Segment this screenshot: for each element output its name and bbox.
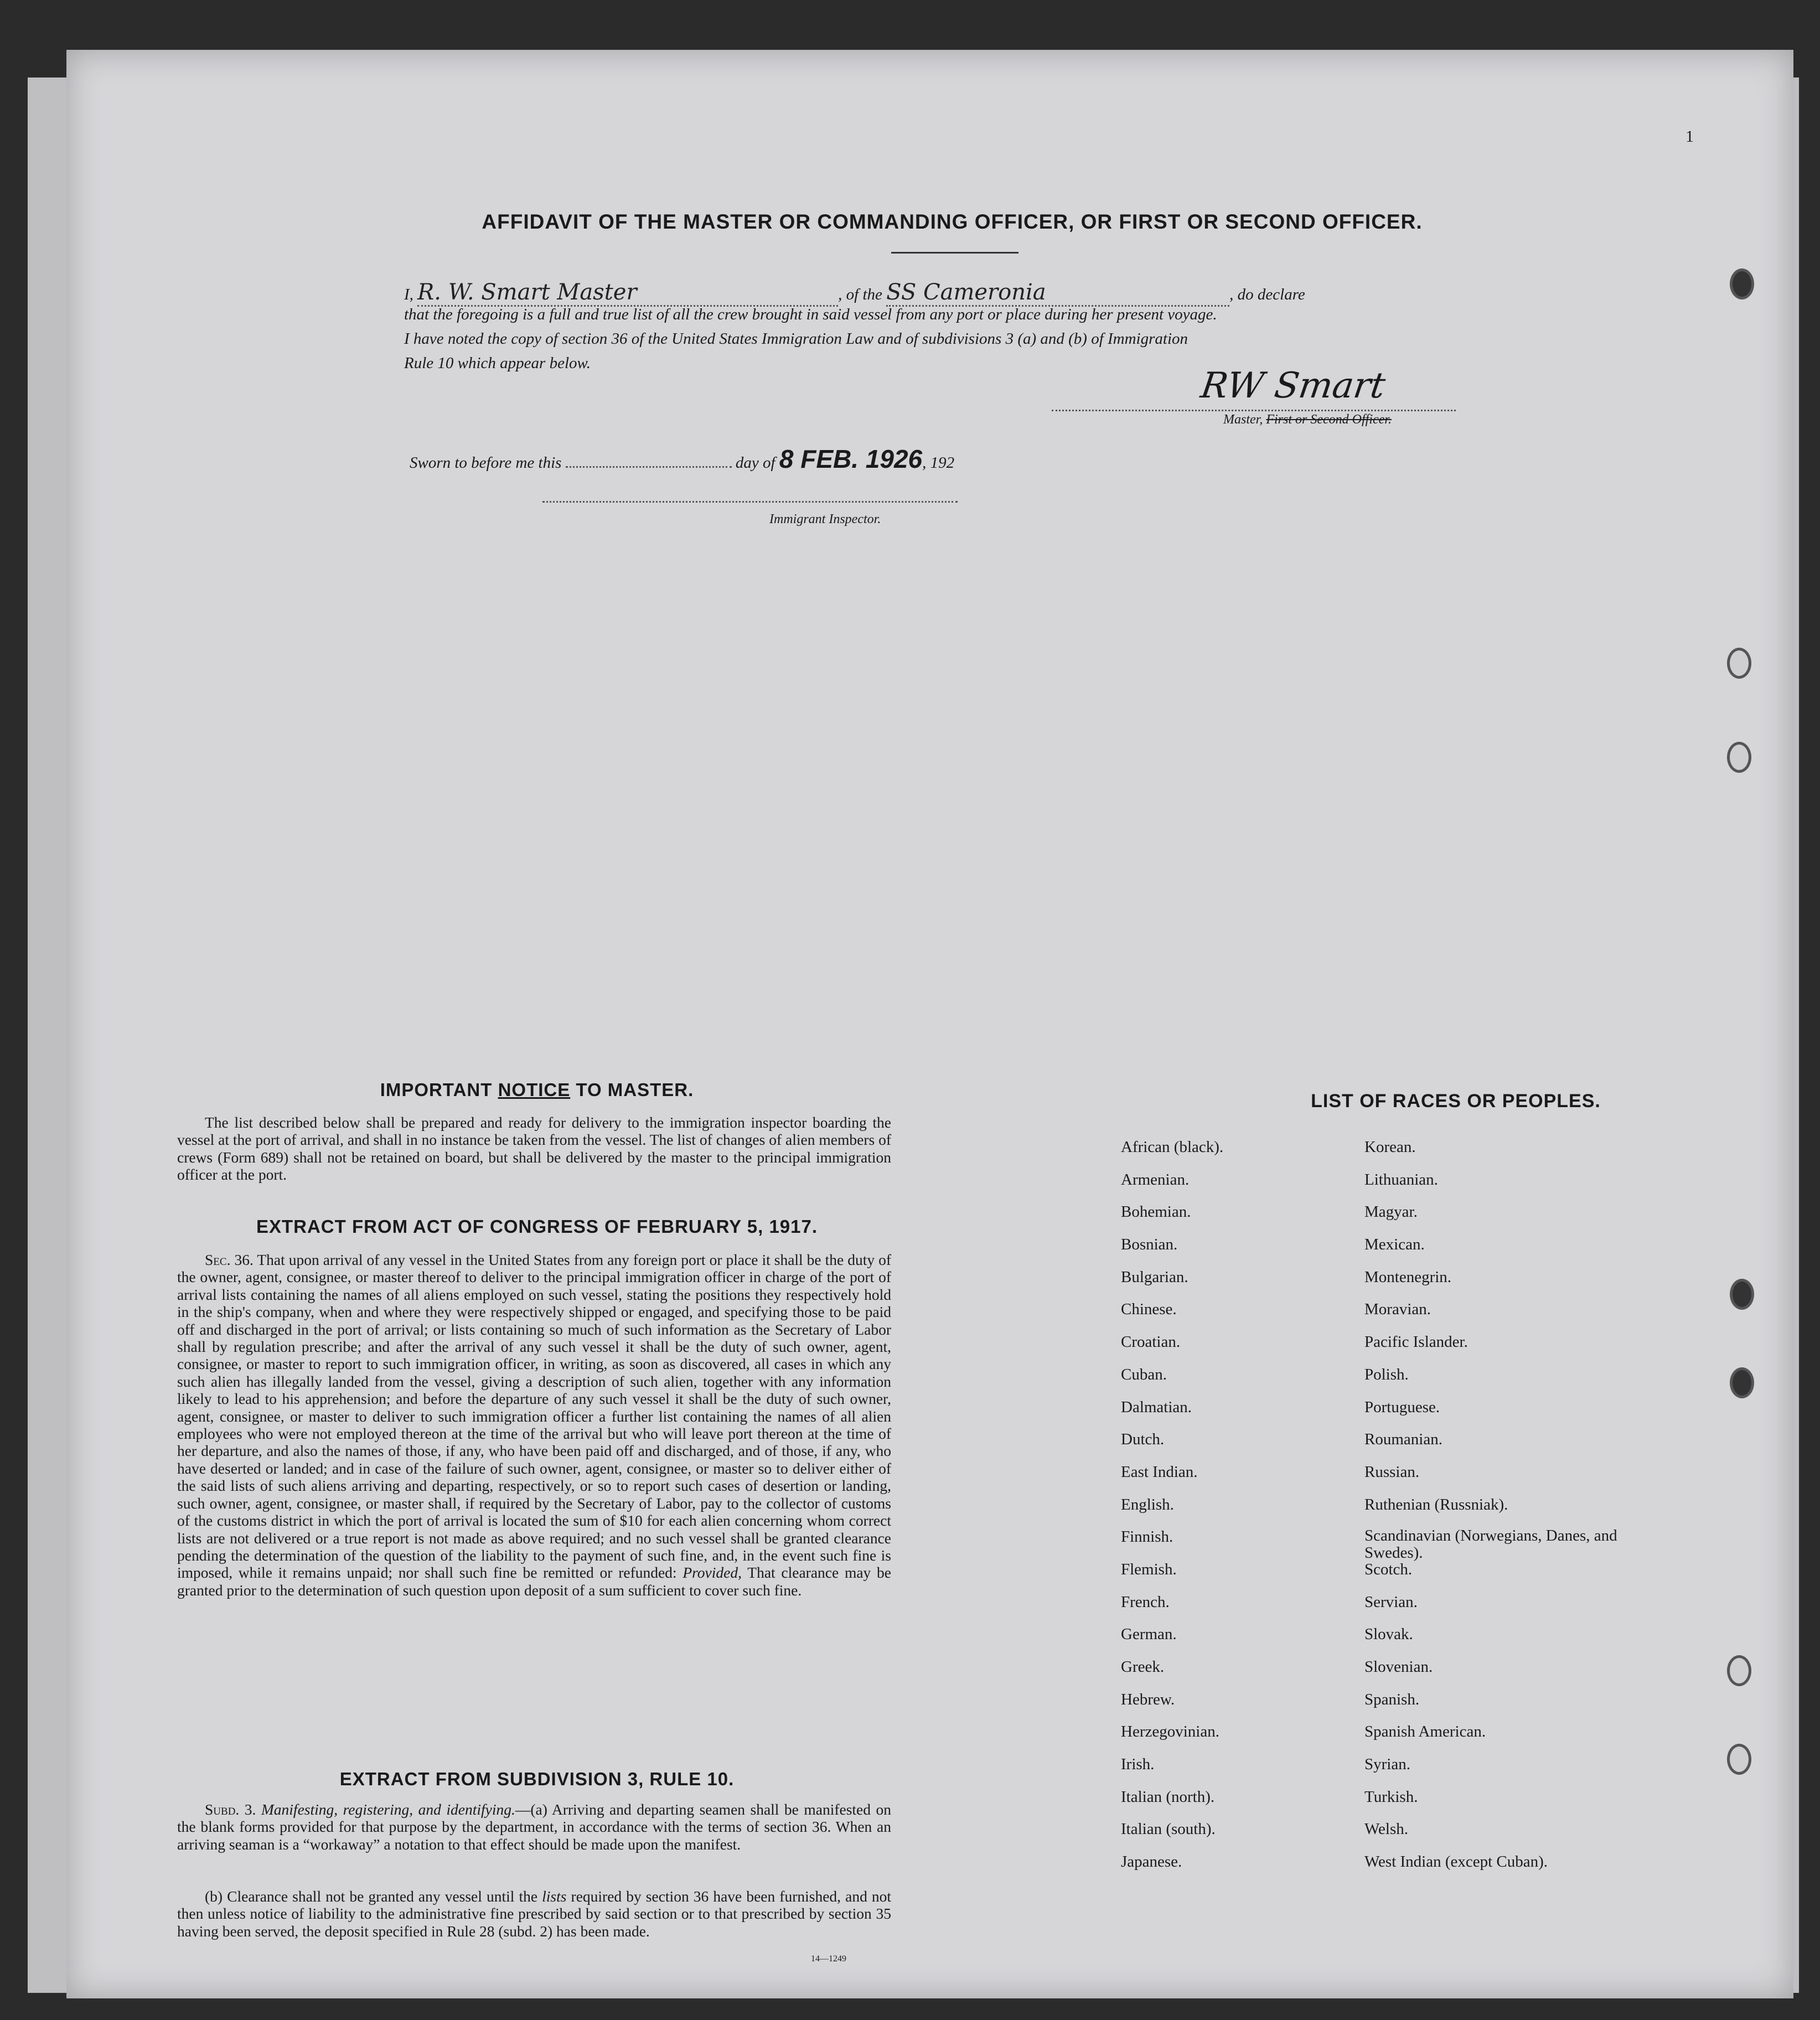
rule-extract-heading: EXTRACT FROM SUBDIVISION 3, RULE 10. xyxy=(339,1769,735,1789)
race-item: Croatian. xyxy=(1121,1333,1181,1351)
notice-body: The list described below shall be prepared and ready for delivery to the immigration inspector boarding the vessel at the port of arrival, and shall in no instance be taken from the vessel. The list of changes of alien members of crews (Form 689) shall not be retained on board, but shall be delivered by the master to the principal immigration officer at the port. xyxy=(177,1114,891,1184)
race-item: Magyar. xyxy=(1364,1203,1418,1221)
races-list-left xyxy=(1121,1138,1223,1885)
section-36-text: Sec. 36. That upon arrival of any vessel in the United States from any foreign port or place it shall be the duty of the owner, agent, consignee, or master thereof to deliver to the principal immigration officer in charge of the port of arrival lists containing the names of all aliens employed on such vessel, stating the positions they respectively hold in the ship's company, when and where they were respectively shipped or engaged, and specifying those to be paid off and discharged in the port of arrival; or lists containing so much of such information as the Secretary of Labor shall by regulation prescribe; and after the arrival of any such vessel it shall be the duty of such owner, agent, consignee, or master to report to such immigration officer, in writing, as soon as discovered, all cases in which any such alien has illegally landed from the vessel, giving a description of such alien, together with any information likely to lead to his apprehension; and before the departure of any such vessel it shall be the duty of such owner, agent, consignee, or master to deliver to such immigration officer a further list containing the names of all alien employees who were not employed thereon at the time of the arrival but who will leave port thereon at the time of her departure, and also the names of those, if any, who have been paid off and discharged, and of those, if any, who have deserted or landed; and in case of the failure of such owner, agent, consignee, or master so to deliver either of the said lists of such aliens arriving and departing, respectively, or so to report such cases of desertion or landing, such owner, agent, consignee, or master shall, if required by the Secretary of Labor, pay to the collector of customs of the customs district in which the port of arrival is located the sum of $10 for each alien concerning whom correct lists are not delivered or a true report is not made as above required; and no such vessel shall be granted clearance pending the determination of the question of the liability to the payment of such fine, and, in the event such fine is imposed, while it remains unpaid; nor shall such fine be remitted or refunded: Provided, That clearance may be granted prior to the determination of such question upon deposit of a sum sufficient to cover such fine. xyxy=(177,1251,891,1599)
notice-heading: IMPORTANT NOTICE TO MASTER. xyxy=(380,1079,694,1100)
signature-line xyxy=(1052,410,1456,411)
race-item: Dalmatian. xyxy=(1121,1398,1192,1416)
race-item: Bohemian. xyxy=(1121,1203,1191,1221)
punch-hole xyxy=(1727,648,1751,679)
race-item: Spanish. xyxy=(1364,1690,1420,1708)
punch-hole xyxy=(1727,1744,1751,1775)
race-item: Italian (south). xyxy=(1121,1820,1216,1838)
race-item: Herzegovinian. xyxy=(1121,1723,1219,1741)
race-item: Irish. xyxy=(1121,1755,1155,1774)
race-item: Lithuanian. xyxy=(1364,1170,1438,1189)
race-item: Russian. xyxy=(1364,1463,1420,1481)
race-item: Scotch. xyxy=(1364,1560,1413,1578)
race-item: Italian (north). xyxy=(1121,1787,1215,1806)
race-item: Slovenian. xyxy=(1364,1658,1433,1676)
race-item: Montenegrin. xyxy=(1364,1268,1452,1286)
vessel-name-field: SS Cameronia xyxy=(886,280,1229,307)
declaration-line-4: Rule 10 which appear below. xyxy=(404,354,591,372)
race-item: Armenian. xyxy=(1121,1170,1190,1189)
race-item: Spanish American. xyxy=(1364,1723,1486,1741)
subdivision-a-text: Subd. 3. Manifesting, registering, and identifying.—(a) Arriving and departing seamen shall be manifested on the blank forms provided for that purpose by the department, in accordance with the terms of section 36. When an arriving seaman is a “workaway” a notation to that effect should be made upon the manifest. xyxy=(177,1801,891,1853)
sworn-line: Sworn to before me this day of 8 FEB. 1926, 192 xyxy=(410,445,955,473)
affidavit-title: AFFIDAVIT OF THE MASTER OR COMMANDING OFFICER, OR FIRST OR SECOND OFFICER. xyxy=(482,210,1423,233)
race-item: Moravian. xyxy=(1364,1300,1431,1319)
race-item: Roumanian. xyxy=(1364,1430,1442,1449)
subdivision-b-text: (b) Clearance shall not be granted any vessel until the lists required by section 36 have been furnished, and not then unless notice of liability to the administrative fine prescribed by said section or to that prescribed by section 35 having been served, the deposit specified in Rule 28 (subd. 2) has been made. xyxy=(177,1888,892,1940)
declaration-line-3: I have noted the copy of section 36 of the United States Immigration Law and of subdivisions 3 (a) and (b) of Immigration xyxy=(404,330,1188,348)
race-item: Cuban. xyxy=(1121,1365,1167,1383)
race-item: Hebrew. xyxy=(1121,1690,1175,1708)
race-item: Scandinavian (Norwegians, Danes, and Swedes). xyxy=(1364,1527,1617,1562)
form-number: 14—1249 xyxy=(811,1954,846,1964)
race-item: Bosnian. xyxy=(1121,1236,1178,1254)
races-list-right xyxy=(1364,1138,1619,1885)
race-item: Ruthenian (Russniak). xyxy=(1364,1495,1508,1513)
race-item: Polish. xyxy=(1364,1365,1409,1383)
race-item: French. xyxy=(1121,1593,1170,1611)
date-stamp: 8 FEB. 1926 xyxy=(779,445,923,473)
race-item: Portuguese. xyxy=(1364,1398,1440,1416)
inspector-caption: Immigrant Inspector. xyxy=(769,512,881,526)
race-item: Turkish. xyxy=(1364,1787,1418,1806)
signature-caption: Master, First or Second Officer. xyxy=(1223,412,1392,427)
race-item: Mexican. xyxy=(1364,1236,1425,1254)
master-name-field: R. W. Smart Master xyxy=(417,280,838,307)
race-item: Greek. xyxy=(1121,1658,1165,1676)
race-item: German. xyxy=(1121,1625,1177,1644)
inspector-signature-line xyxy=(542,501,958,503)
punch-hole xyxy=(1727,1655,1751,1686)
races-heading: LIST OF RACES OR PEOPLES. xyxy=(1311,1091,1601,1112)
race-item: English. xyxy=(1121,1495,1174,1513)
race-item: Japanese. xyxy=(1121,1853,1182,1871)
act-extract-heading: EXTRACT FROM ACT OF CONGRESS OF FEBRUARY 5, 1917. xyxy=(256,1216,818,1237)
race-item: Slovak. xyxy=(1364,1625,1413,1644)
punch-hole xyxy=(1730,1279,1754,1310)
declaration-line-2: that the foregoing is a full and true list of all the crew brought in said vessel from any port or place during her present voyage. xyxy=(404,306,1217,323)
race-item: Welsh. xyxy=(1364,1820,1409,1838)
race-item: East Indian. xyxy=(1121,1463,1198,1481)
race-item: Finnish. xyxy=(1121,1528,1173,1546)
master-signature: RW Smart xyxy=(1198,365,1388,406)
race-item: Flemish. xyxy=(1121,1560,1177,1578)
punch-hole xyxy=(1730,1367,1754,1398)
punch-hole xyxy=(1730,268,1754,299)
race-item: Syrian. xyxy=(1364,1755,1410,1774)
race-item: Chinese. xyxy=(1121,1300,1177,1319)
race-item: Korean. xyxy=(1364,1138,1416,1156)
race-item: Bulgarian. xyxy=(1121,1268,1188,1286)
race-item: Pacific Islander. xyxy=(1364,1333,1468,1351)
margin-mark: 1 xyxy=(1685,127,1694,146)
race-item: West Indian (except Cuban). xyxy=(1364,1853,1548,1871)
race-item: Servian. xyxy=(1364,1593,1418,1611)
race-item: Dutch. xyxy=(1121,1430,1165,1449)
race-item: African (black). xyxy=(1121,1138,1224,1156)
document-page xyxy=(66,50,1793,1998)
title-divider xyxy=(891,252,1018,254)
declaration-line-1: I, R. W. Smart Master , of the SS Cameronia , do declare xyxy=(404,280,1305,307)
punch-hole xyxy=(1727,742,1751,773)
